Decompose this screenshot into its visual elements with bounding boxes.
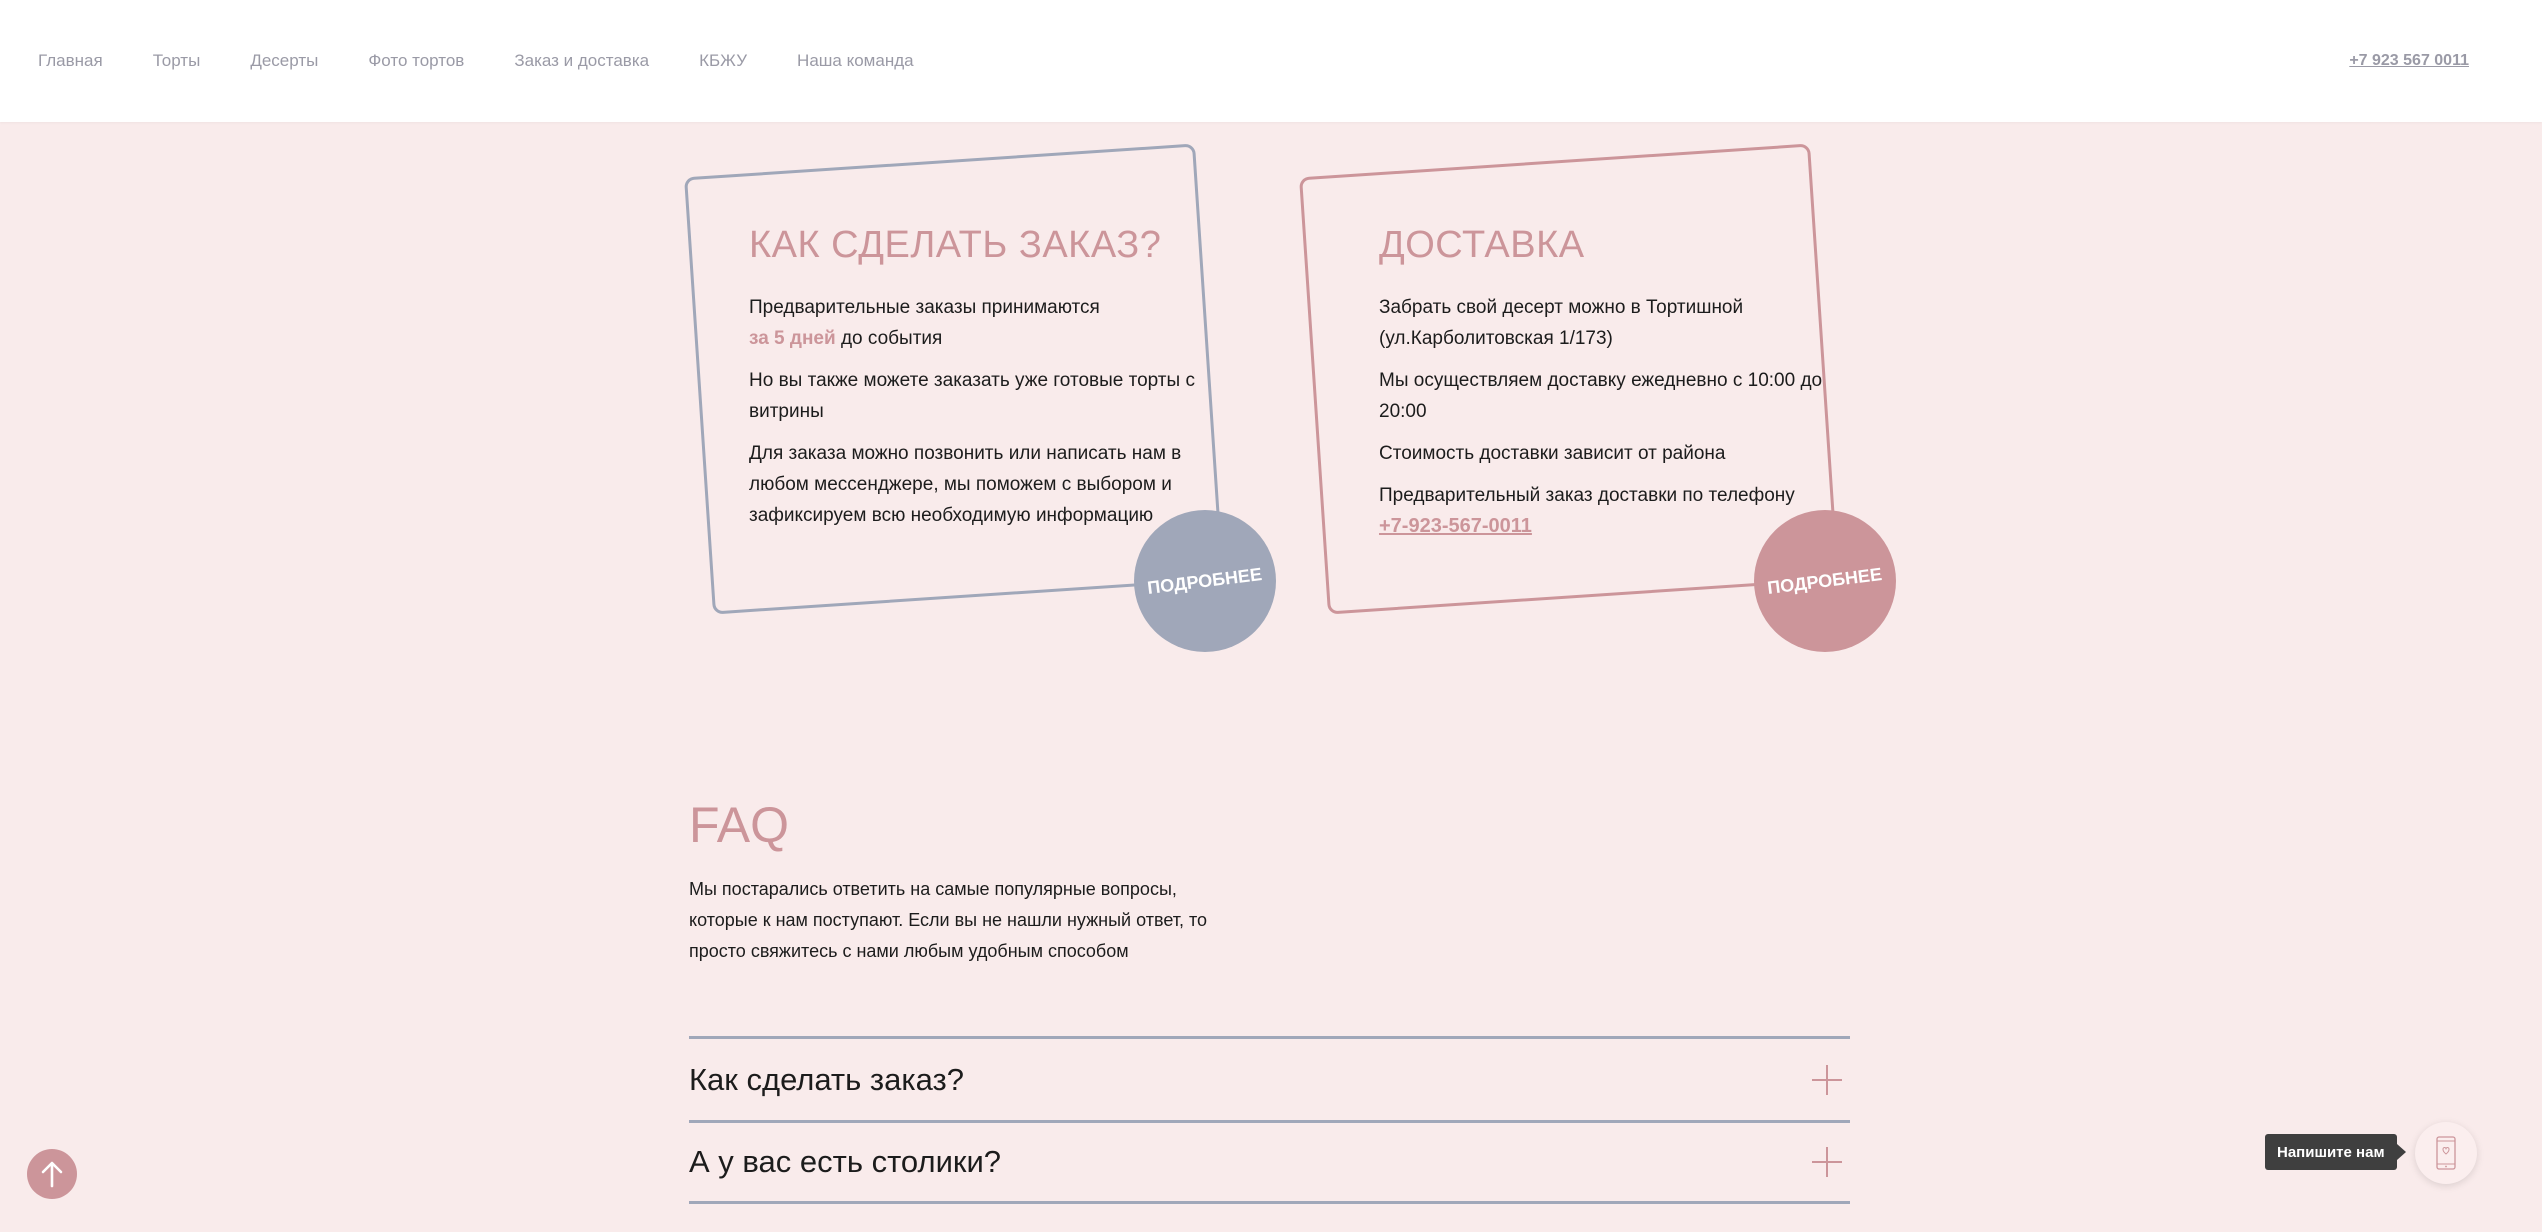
main-nav: [38, 50, 964, 72]
delivery-card: [1379, 222, 1849, 553]
site-header: [0, 0, 2542, 122]
order-card: [749, 222, 1219, 542]
order-card-title: КАК СДЕЛАТЬ ЗАКАЗ?: [749, 224, 1162, 266]
chat-button[interactable]: [2415, 1122, 2477, 1184]
faq-question: А у вас есть столики?: [689, 1144, 1002, 1179]
nav-link-nutrition[interactable]: КБЖУ: [699, 51, 748, 70]
phone-icon: [2436, 1136, 2456, 1170]
header-phone-link[interactable]: +7 923 567 0011: [2349, 52, 2469, 69]
order-text-prefix: Предварительные заказы принимаются: [749, 297, 1100, 318]
nav-link-cakes[interactable]: Торты: [152, 51, 201, 70]
delivery-card-paragraph: Забрать свой десерт можно в Тортишной (ул.Карболитовская 1/173): [1379, 297, 1744, 349]
order-more-label: ПОДРОБНЕЕ: [1146, 563, 1264, 598]
faq-title: FAQ: [689, 797, 790, 853]
order-card-paragraph: [749, 292, 1219, 354]
delivery-phone-caption: Предварительный заказ доставки по телефону: [1379, 485, 1795, 506]
delivery-card-paragraph: Стоимость доставки зависит от района: [1379, 443, 1726, 464]
order-card-paragraph: Но вы также можете заказать уже готовые торты с витрины: [749, 370, 1195, 422]
delivery-card-text: [1379, 292, 1849, 542]
faq-question: Как сделать заказ?: [689, 1061, 964, 1097]
nav-link-desserts[interactable]: Десерты: [250, 51, 319, 70]
delivery-card-paragraph: Мы осуществляем доставку ежедневно с 10:00 до 20:00: [1379, 370, 1823, 422]
faq-item[interactable]: [689, 1120, 1850, 1204]
faq-list: [689, 1036, 1850, 1204]
order-lead-time: за 5 дней: [749, 328, 836, 349]
nav-link-cake-photos[interactable]: Фото тортов: [368, 51, 465, 70]
plus-icon[interactable]: [1812, 1065, 1842, 1095]
arrow-up-icon: [40, 1160, 64, 1188]
nav-link-team[interactable]: Наша команда: [797, 51, 914, 70]
faq-item[interactable]: [689, 1036, 1850, 1120]
chat-tooltip: Напишите нам: [2265, 1134, 2397, 1170]
nav-link-home[interactable]: Главная: [38, 51, 103, 70]
faq-intro: Мы постарались ответить на самые популярные вопросы, которые к нам поступают. Если вы не нашли нужный ответ, то просто свяжитесь с нами любым удобным способом: [689, 879, 1208, 961]
delivery-more-label: ПОДРОБНЕЕ: [1766, 563, 1884, 598]
nav-link-order-delivery[interactable]: Заказ и доставка: [514, 51, 650, 70]
delivery-card-title: ДОСТАВКА: [1379, 224, 1585, 266]
scroll-top-button[interactable]: [27, 1149, 77, 1199]
order-text-suffix: до события: [840, 328, 943, 349]
delivery-more-button[interactable]: [1754, 510, 1896, 652]
order-card-text: [749, 292, 1219, 531]
plus-icon[interactable]: [1812, 1147, 1842, 1177]
delivery-phone-link[interactable]: +7-923-567-0011: [1379, 515, 1532, 537]
order-card-paragraph: Для заказа можно позвонить или написать нам в любом мессенджере, мы поможем с выбором и зафиксируем всю необходимую информацию: [749, 443, 1182, 526]
order-more-button[interactable]: [1134, 510, 1276, 652]
